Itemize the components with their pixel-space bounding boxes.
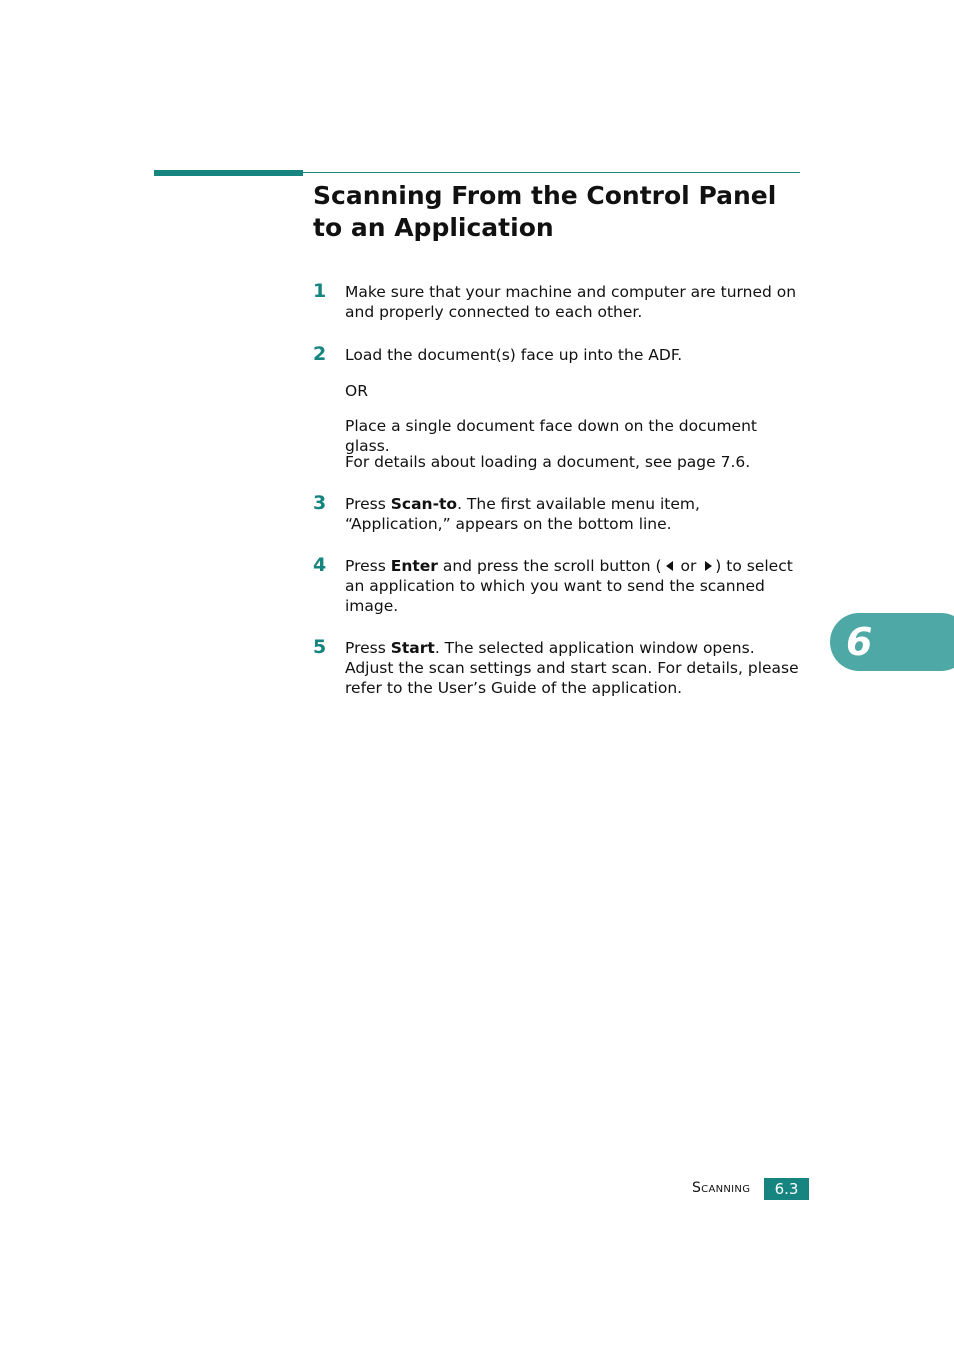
- step-2-or: OR: [345, 382, 368, 400]
- footer-section-label: Scanning: [692, 1180, 751, 1196]
- step-5-text: [345, 638, 805, 698]
- step-number-2: 2: [313, 343, 327, 365]
- step-5-pre: Press: [345, 639, 391, 657]
- chapter-number: 6: [846, 620, 873, 664]
- enter-key: Enter: [390, 557, 438, 575]
- left-triangle-icon: [666, 561, 673, 571]
- step-2-details: For details about loading a document, see page 7.6.: [345, 453, 751, 471]
- start-key: Start: [390, 639, 435, 657]
- step-4-pre: Press: [345, 557, 391, 575]
- page-title: Scanning From the Control Panel to an Application: [313, 181, 777, 242]
- step-number-1: 1: [313, 280, 327, 302]
- step-2-text: Load the document(s) face up into the ADF.: [345, 346, 683, 364]
- step-3-post: . The first available menu item, “Application,” appears on the bottom line.: [345, 495, 700, 533]
- step-4-or: or: [675, 557, 702, 575]
- step-4-post: ) to select an application to which you want to send the scanned image.: [345, 557, 793, 615]
- footer-page-number: 6.3: [764, 1178, 809, 1200]
- step-5-post: . The selected application window opens. Adjust the scan settings and start scan. For details, please refer to the User’s Guide of the application.: [345, 639, 799, 697]
- step-4-mid: and press the scroll button (: [437, 557, 662, 575]
- header-rule-thin: [303, 172, 800, 173]
- step-number-3: 3: [313, 492, 327, 514]
- step-1-text: Make sure that your machine and computer are turned on and properly connected to each other.: [345, 283, 797, 321]
- step-number-4: 4: [313, 554, 327, 576]
- step-3-pre: Press: [345, 495, 391, 513]
- step-2-alt: Place a single document face down on the document glass.: [345, 417, 757, 455]
- header-rule-thick: [154, 170, 303, 176]
- step-number-5: 5: [313, 636, 327, 658]
- step-4-text: [345, 556, 805, 616]
- step-3-text: [345, 494, 805, 534]
- right-triangle-icon: [705, 561, 712, 571]
- scan-to-key: Scan-to: [390, 495, 458, 513]
